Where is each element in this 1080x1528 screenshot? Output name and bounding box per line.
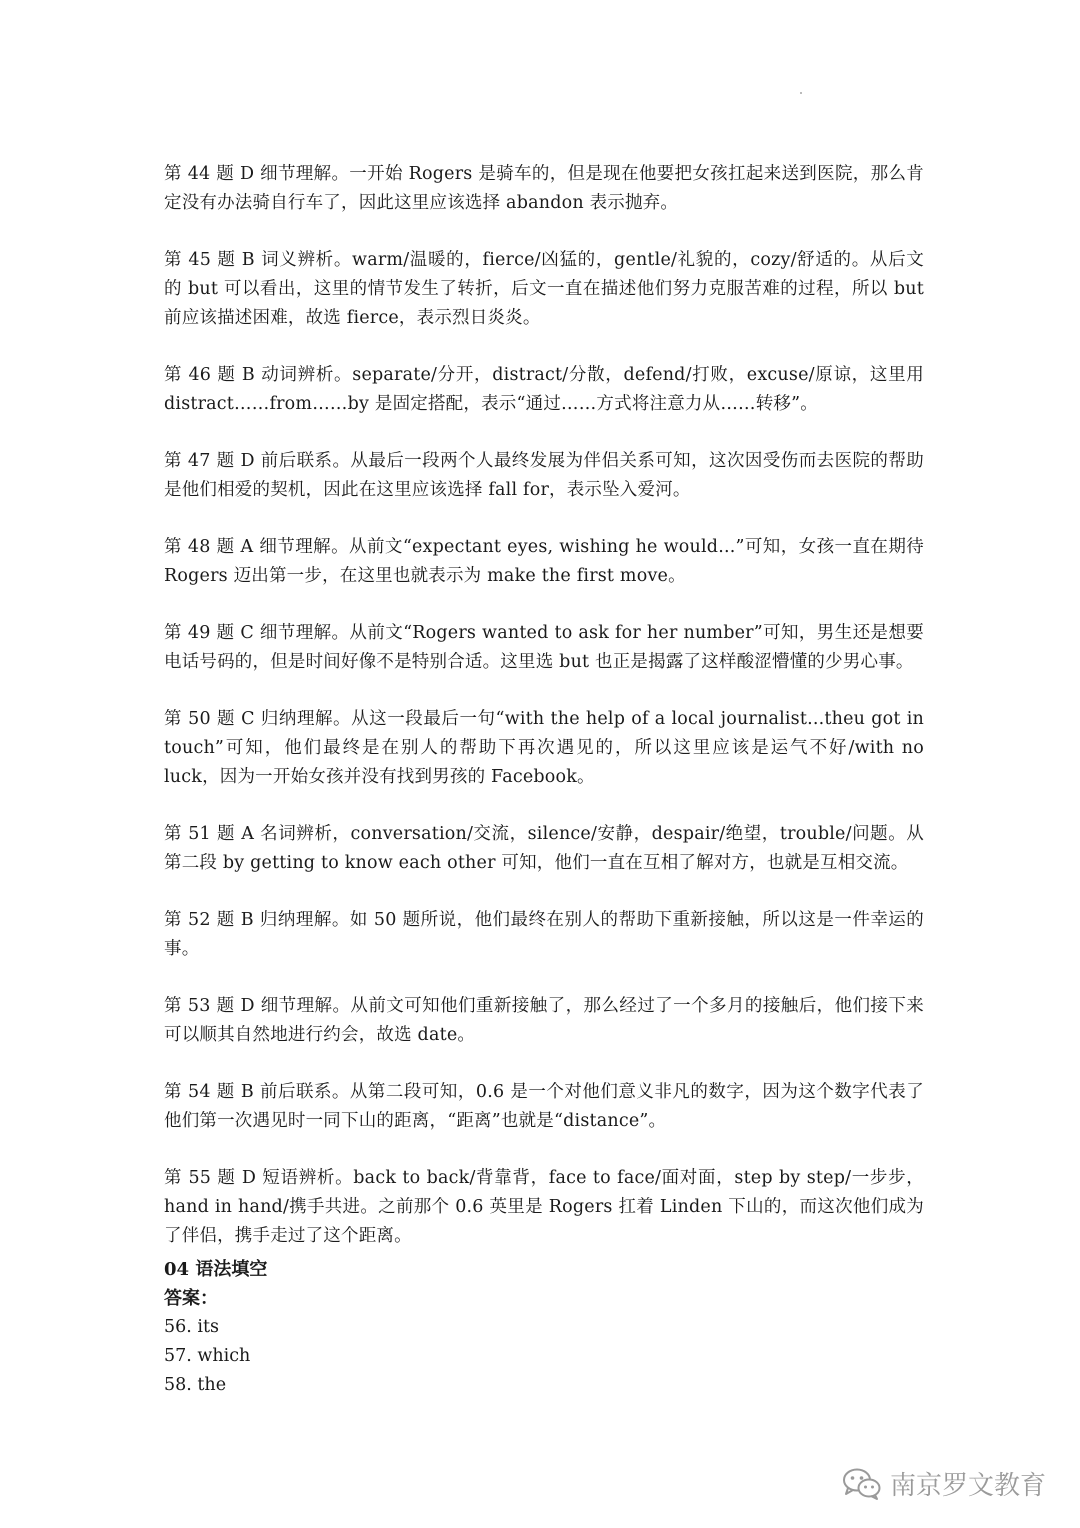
explanation-q52: 第 52 题 B 归纳理解。如 50 题所说，他们最终在别人的帮助下重新接触，所以这是一件幸运的事。 xyxy=(164,910,924,959)
answer-item: 57. which xyxy=(164,1346,251,1366)
explanation-q47: 第 47 题 D 前后联系。从最后一段两个人最终发展为伴侣关系可知，这次因受伤而去医院的帮助是他们相爱的契机，因此在这里应该选择 fall for，表示坠入爱河。 xyxy=(164,451,924,500)
answer-list xyxy=(164,1313,924,1400)
answer-item: 56. its xyxy=(164,1317,220,1337)
explanation-q48: 第 48 题 A 细节理解。从前文“expectant eyes, wishing he would...”可知，女孩一直在期待 Rogers 迈出第一步，在这里也就表示为 make the first move。 xyxy=(164,537,924,586)
explanation-q49: 第 49 题 C 细节理解。从前文“Rogers wanted to ask for her number”可知，男生还是想要电话号码的，但是时间好像不是特别合适。这里选 but 也正是揭露了这样酸涩懵懂的少男心事。 xyxy=(164,623,924,672)
explanation-q45: 第 45 题 B 词义辨析。warm/温暖的，fierce/凶猛的，gentle/礼貌的，cozy/舒适的。从后文的 but 可以看出，这里的情节发生了转折，后文一直在描述他们努力克服苦难的过程，所以 but 前应该描述困难，故选 fierce，表示烈日炎炎。 xyxy=(164,250,924,328)
explanation-q53: 第 53 题 D 细节理解。从前文可知他们重新接触了，那么经过了一个多月的接触后，他们接下来可以顺其自然地进行约会，故选 date。 xyxy=(164,996,924,1045)
explanation-q44: 第 44 题 D 细节理解。一开始 Rogers 是骑车的，但是现在他要把女孩扛起来送到医院，那么肯定没有办法骑自行车了，因此这里应该选择 abandon 表示抛弃。 xyxy=(164,164,924,213)
document-body xyxy=(164,160,924,1400)
explanation-q50: 第 50 题 C 归纳理解。从这一段最后一句“with the help of a local journalist...theu got in touch”可知，他们最终是在别人的帮助下再次遇见的，所以这里应该是运气不好/with no luck，因为一开始女孩并没有找到男孩的 Facebook。 xyxy=(164,709,924,787)
scan-dot xyxy=(800,92,802,94)
watermark-text: 南京罗文教育 xyxy=(889,1471,1046,1501)
wechat-icon xyxy=(842,1467,882,1501)
explanation-q54: 第 54 题 B 前后联系。从第二段可知，0.6 是一个对他们意义非凡的数字，因为这个数字代表了他们第一次遇见时一同下山的距离，“距离”也就是“distance”。 xyxy=(164,1082,924,1131)
section-title: 04 语法填空 xyxy=(164,1259,268,1280)
watermark xyxy=(842,1465,1046,1502)
explanation-q51: 第 51 题 A 名词辨析，conversation/交流，silence/安静，despair/绝望，trouble/问题。从第二段 by getting to know each other 可知，他们一直在互相了解对方，也就是互相交流。 xyxy=(164,824,924,873)
explanation-q46: 第 46 题 B 动词辨析。separate/分开，distract/分散，defend/打败，excuse/原谅，这里用 distract……from……by 是固定搭配，表示“通过……方式将注意力从……转移”。 xyxy=(164,365,924,414)
explanation-q55: 第 55 题 D 短语辨析。back to back/背靠背，face to face/面对面，step by step/一步步，hand in hand/携手共进。之前那个 0.6 英里是 Rogers 扛着 Linden 下山的，而这次他们成为了伴侣，携手走过了这个距离。 xyxy=(164,1168,924,1246)
answer-item: 58. the xyxy=(164,1375,227,1395)
answer-label: 答案： xyxy=(164,1288,218,1309)
